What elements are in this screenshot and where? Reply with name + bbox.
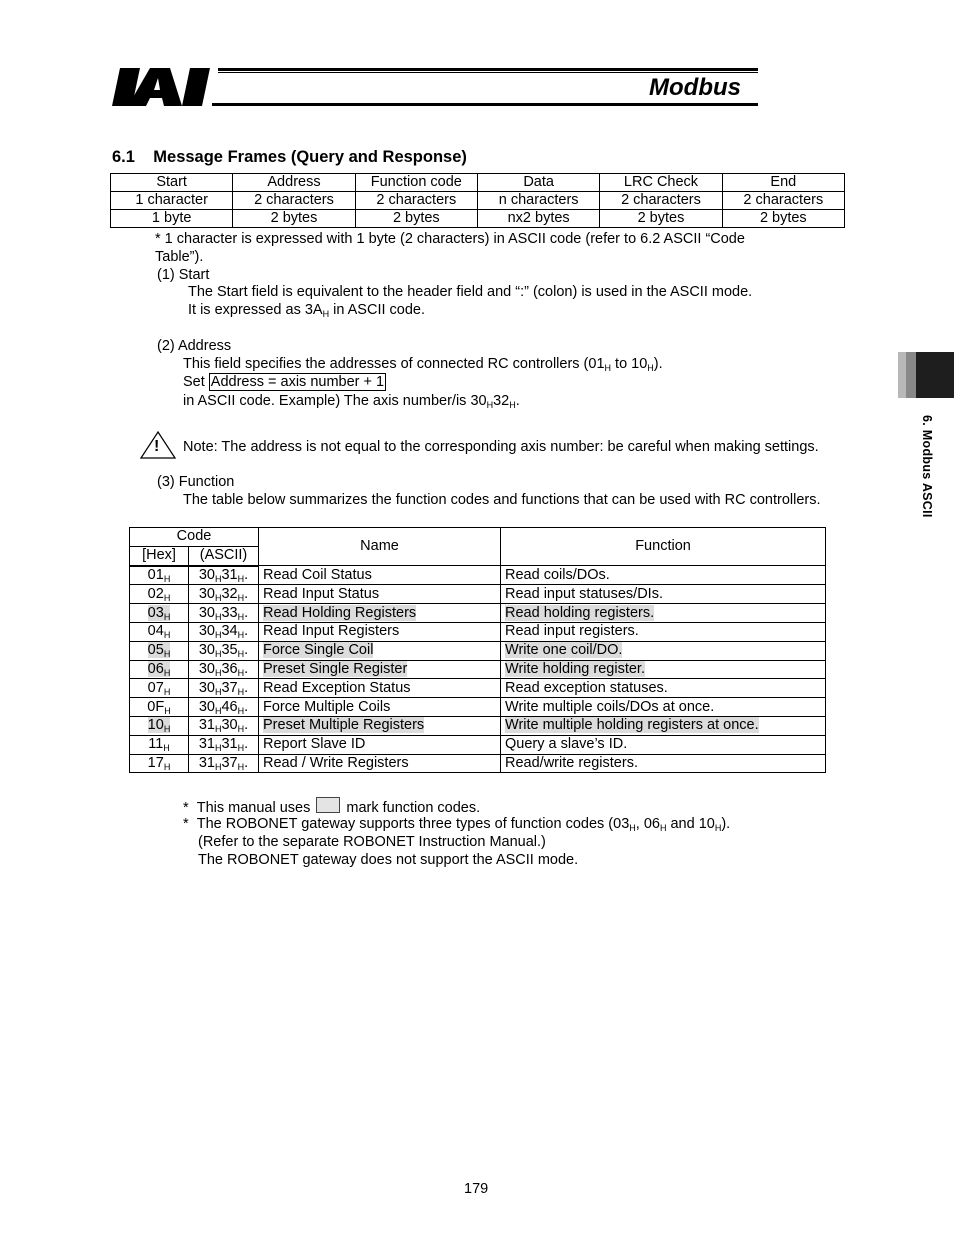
function-name: Read Exception Status bbox=[263, 679, 411, 696]
text-span: 34 bbox=[221, 623, 238, 640]
hex-value bbox=[148, 661, 171, 677]
hex-value bbox=[148, 586, 171, 602]
note-no-ascii: The ROBONET gateway does not support the ASCII mode. bbox=[198, 852, 579, 868]
header-name: Name bbox=[259, 528, 501, 566]
frame-table-header-row bbox=[111, 174, 845, 192]
text-span: 01 bbox=[147, 566, 164, 583]
function-name: Force Single Coil bbox=[263, 642, 374, 659]
subscript: H bbox=[237, 649, 245, 660]
subscript: H bbox=[163, 761, 171, 772]
ascii-cell: $31_H37_H$. bbox=[189, 754, 259, 773]
frame-cell: nx2 bytes bbox=[477, 210, 599, 228]
function-description: Read input statuses/DIs. bbox=[505, 585, 663, 602]
text-span: 35 bbox=[221, 642, 238, 659]
subscript: H bbox=[163, 592, 171, 603]
function-name: Preset Single Register bbox=[263, 660, 408, 677]
text-span: It is expressed as 3A bbox=[188, 302, 323, 318]
code-table-row bbox=[130, 641, 826, 660]
start-line1: The Start field is equivalent to the header field and “:” (colon) is used in the ASCII mode. bbox=[188, 284, 753, 300]
text-span: 07 bbox=[147, 679, 164, 696]
function-cell bbox=[501, 641, 826, 660]
subscript: H bbox=[237, 611, 245, 622]
name-cell bbox=[259, 641, 501, 660]
subscript: H bbox=[214, 630, 222, 641]
frame-table bbox=[110, 173, 845, 228]
function-cell bbox=[501, 679, 826, 698]
function-line1: The table below summarizes the function codes and functions that can be used with RC controllers. bbox=[183, 492, 821, 508]
text-span: 30 bbox=[198, 660, 215, 677]
ascii-cell: $30_H33_H$. bbox=[189, 604, 259, 623]
subscript: H bbox=[604, 363, 612, 373]
code-table-row bbox=[130, 698, 826, 717]
hex-cell bbox=[130, 754, 189, 773]
text-span: 36 bbox=[221, 660, 238, 677]
frame-cell: 2 bytes bbox=[233, 210, 355, 228]
text-span: to 10 bbox=[611, 356, 648, 372]
address-formula-box: Address = axis number + 1 bbox=[210, 374, 385, 390]
hex-cell bbox=[130, 716, 189, 735]
text-span: 05 bbox=[147, 642, 164, 659]
text-span: 37 bbox=[221, 754, 238, 771]
text-span: 03 bbox=[147, 604, 164, 621]
subscript: H bbox=[163, 630, 171, 641]
code-table-header-row bbox=[130, 528, 826, 547]
subscript: H bbox=[237, 743, 245, 754]
subscript: H bbox=[214, 649, 222, 660]
ascii-cell: $30_H32_H$. bbox=[189, 585, 259, 604]
function-description: Write multiple holding registers at once. bbox=[505, 717, 759, 734]
text-span: 30 bbox=[198, 623, 215, 640]
header-hex: [Hex] bbox=[130, 546, 189, 565]
subscript: H bbox=[322, 309, 330, 319]
subscript: H bbox=[214, 686, 222, 697]
subscript: H bbox=[714, 823, 722, 833]
function-name: Preset Multiple Registers bbox=[263, 717, 425, 734]
frame-cell: Data bbox=[477, 174, 599, 192]
ascii-cell: $31_H30_H$. bbox=[189, 716, 259, 735]
text-span: in ASCII code. bbox=[329, 302, 426, 318]
text-span: 46 bbox=[221, 698, 238, 715]
page-number: 179 bbox=[464, 1181, 489, 1197]
text-span: 31 bbox=[198, 717, 215, 734]
subscript: H bbox=[629, 823, 636, 833]
frame-table-bytes-row bbox=[111, 210, 845, 228]
frame-cell: 2 bytes bbox=[355, 210, 477, 228]
function-name: Read Input Registers bbox=[263, 623, 400, 640]
text-span: This field specifies the addresses of connected RC controllers (01 bbox=[183, 356, 605, 372]
text-span: 30 bbox=[198, 642, 215, 659]
function-name: Read / Write Registers bbox=[263, 754, 409, 771]
frame-cell: 2 characters bbox=[355, 192, 477, 210]
function-description: Read holding registers. bbox=[505, 604, 655, 621]
hex-cell bbox=[130, 585, 189, 604]
hex-cell bbox=[130, 660, 189, 679]
frame-cell: 2 bytes bbox=[722, 210, 844, 228]
function-cell bbox=[501, 754, 826, 773]
subscript: H bbox=[509, 400, 516, 410]
subscript: H bbox=[163, 743, 170, 754]
name-cell bbox=[259, 735, 501, 754]
address-heading: (2) Address bbox=[157, 338, 232, 354]
frame-cell: Start bbox=[111, 174, 233, 192]
note-refer: (Refer to the separate ROBONET Instruction Manual.) bbox=[198, 834, 546, 850]
text-span: ). bbox=[653, 356, 663, 372]
hex-cell bbox=[130, 679, 189, 698]
address-line1 bbox=[183, 355, 663, 373]
text-span: Set bbox=[183, 374, 209, 390]
hex-value bbox=[148, 755, 171, 771]
subscript: H bbox=[214, 724, 222, 735]
function-cell bbox=[501, 698, 826, 717]
header-code: Code bbox=[130, 528, 259, 547]
frame-note-line2: Table”). bbox=[155, 249, 204, 265]
text-span: 31 bbox=[198, 754, 215, 771]
function-description: Write multiple coils/DOs at once. bbox=[505, 698, 715, 715]
name-cell bbox=[259, 716, 501, 735]
hex-cell bbox=[130, 698, 189, 717]
highlight-mark-swatch bbox=[316, 797, 340, 813]
code-table-row bbox=[130, 735, 826, 754]
function-code-table bbox=[129, 527, 826, 773]
hex-value bbox=[148, 736, 170, 752]
text-span: 31 bbox=[198, 736, 215, 753]
function-name: Force Multiple Coils bbox=[263, 698, 391, 715]
name-cell bbox=[259, 679, 501, 698]
text-span: 32 bbox=[493, 393, 510, 409]
frame-cell: 2 characters bbox=[722, 192, 844, 210]
text-span: 31 bbox=[221, 736, 238, 753]
frame-cell: 1 byte bbox=[111, 210, 233, 228]
subscript: H bbox=[164, 705, 171, 716]
name-cell bbox=[259, 660, 501, 679]
text-span: 11 bbox=[148, 736, 164, 753]
name-cell bbox=[259, 604, 501, 623]
text-span: This manual uses bbox=[196, 800, 311, 816]
subscript: H bbox=[647, 363, 654, 373]
note-mark bbox=[183, 797, 480, 817]
code-table-row bbox=[130, 622, 826, 641]
frame-cell: 2 characters bbox=[600, 192, 722, 210]
warning-text: Note: The address is not equal to the corresponding axis number: be careful when making settings. bbox=[183, 439, 819, 455]
function-cell bbox=[501, 566, 826, 585]
hex-value bbox=[147, 699, 170, 715]
code-table-row bbox=[130, 566, 826, 585]
function-cell bbox=[501, 585, 826, 604]
code-table-row bbox=[130, 754, 826, 773]
text-span: , 06 bbox=[635, 816, 660, 832]
text-span: 37 bbox=[221, 679, 238, 696]
subscript: H bbox=[237, 686, 245, 697]
function-cell bbox=[501, 604, 826, 623]
function-description: Read coils/DOs. bbox=[505, 566, 610, 583]
hex-cell bbox=[130, 735, 189, 754]
hex-value bbox=[148, 717, 171, 733]
hex-value bbox=[148, 680, 171, 696]
hex-value bbox=[148, 605, 171, 621]
name-cell bbox=[259, 566, 501, 585]
ascii-cell: $30_H35_H$. bbox=[189, 641, 259, 660]
code-table-row bbox=[130, 716, 826, 735]
ascii-cell: $31_H31_H$. bbox=[189, 735, 259, 754]
frame-cell: End bbox=[722, 174, 844, 192]
function-cell bbox=[501, 735, 826, 754]
hex-cell bbox=[130, 604, 189, 623]
header-title: Modbus bbox=[649, 74, 741, 101]
name-cell bbox=[259, 622, 501, 641]
text-span: 30 bbox=[221, 717, 238, 734]
function-description: Write holding register. bbox=[505, 660, 645, 677]
subscript: H bbox=[214, 611, 222, 622]
text-span: ). bbox=[721, 816, 731, 832]
code-table-row bbox=[130, 604, 826, 623]
header-ascii: (ASCII) bbox=[189, 546, 259, 565]
code-table-row bbox=[130, 660, 826, 679]
start-line2 bbox=[188, 301, 425, 319]
text-span: in ASCII code. Example) The axis number/is 30 bbox=[183, 393, 487, 409]
function-name: Read Holding Registers bbox=[263, 604, 417, 621]
subscript: H bbox=[659, 823, 667, 833]
text-span: 30 bbox=[198, 698, 215, 715]
frame-cell: 2 bytes bbox=[600, 210, 722, 228]
address-line2 bbox=[183, 373, 386, 391]
frame-table-chars-row bbox=[111, 192, 845, 210]
star: * bbox=[183, 816, 189, 832]
code-table-row bbox=[130, 585, 826, 604]
frame-cell: LRC Check bbox=[600, 174, 722, 192]
text-span: 0F bbox=[147, 698, 165, 715]
subscript: H bbox=[163, 573, 171, 584]
text-span: 31 bbox=[221, 566, 238, 583]
ascii-cell: $30_H31_H$. bbox=[189, 566, 259, 585]
subscript: H bbox=[237, 667, 245, 678]
text-span: and 10 bbox=[666, 816, 715, 832]
side-tab-label: 6. Modbus ASCII bbox=[920, 415, 934, 518]
text-span: The ROBONET gateway supports three types of function codes (03 bbox=[196, 816, 630, 832]
ascii-cell: $30_H34_H$. bbox=[189, 622, 259, 641]
subscript: H bbox=[214, 667, 222, 678]
header-rule-bottom bbox=[212, 103, 758, 106]
warning-symbol: ! bbox=[154, 438, 160, 455]
hex-value bbox=[148, 623, 171, 639]
text-span: 30 bbox=[198, 566, 215, 583]
ascii-cell: $30_H46_H$. bbox=[189, 698, 259, 717]
subscript: H bbox=[163, 724, 171, 735]
side-tab-block bbox=[916, 352, 954, 398]
ascii-cell: $30_H36_H$. bbox=[189, 660, 259, 679]
header-function: Function bbox=[501, 528, 826, 566]
text-span: 30 bbox=[198, 585, 215, 602]
hex-cell bbox=[130, 622, 189, 641]
subscript: H bbox=[163, 686, 171, 697]
subscript: H bbox=[237, 761, 245, 772]
subscript: H bbox=[214, 743, 222, 754]
text-span: . bbox=[515, 393, 520, 409]
text-span: mark function codes. bbox=[346, 800, 481, 816]
function-description: Read/write registers. bbox=[505, 754, 638, 771]
subscript: H bbox=[237, 705, 245, 716]
subscript: H bbox=[163, 649, 171, 660]
start-heading: (1) Start bbox=[157, 267, 210, 283]
text-span: 02 bbox=[147, 585, 164, 602]
code-table-row bbox=[130, 679, 826, 698]
subscript: H bbox=[214, 592, 222, 603]
subscript: H bbox=[163, 611, 171, 622]
hex-value bbox=[148, 642, 171, 658]
side-tab-stripe-light bbox=[898, 352, 906, 398]
function-description: Query a slave’s ID. bbox=[505, 736, 628, 753]
subscript: H bbox=[486, 400, 494, 410]
star: * bbox=[183, 800, 189, 816]
iai-logo bbox=[112, 68, 212, 110]
function-cell bbox=[501, 716, 826, 735]
frame-cell: 1 character bbox=[111, 192, 233, 210]
text-span: 17 bbox=[147, 754, 164, 771]
frame-cell: 2 characters bbox=[233, 192, 355, 210]
subscript: H bbox=[163, 667, 171, 678]
note-robonet bbox=[183, 815, 730, 833]
header-rule-top bbox=[218, 68, 758, 73]
function-cell bbox=[501, 622, 826, 641]
function-cell bbox=[501, 660, 826, 679]
hex-cell bbox=[130, 641, 189, 660]
subscript: H bbox=[237, 592, 245, 603]
section-title: 6.1 Message Frames (Query and Response) bbox=[112, 148, 467, 166]
function-name: Read Input Status bbox=[263, 585, 380, 602]
function-description: Write one coil/DO. bbox=[505, 642, 623, 659]
text-span: 04 bbox=[147, 623, 164, 640]
name-cell bbox=[259, 754, 501, 773]
hex-cell bbox=[130, 566, 189, 585]
warning-icon bbox=[140, 431, 176, 463]
text-span: 06 bbox=[147, 660, 164, 677]
frame-cell: Address bbox=[233, 174, 355, 192]
subscript: H bbox=[214, 573, 222, 584]
text-span: 30 bbox=[198, 604, 215, 621]
text-span: 33 bbox=[221, 604, 238, 621]
function-name: Report Slave ID bbox=[263, 736, 366, 753]
text-span: 10 bbox=[147, 717, 164, 734]
address-line3 bbox=[183, 392, 520, 410]
frame-note-line1: * 1 character is expressed with 1 byte (2 characters) in ASCII code (refer to 6.2 ASCII “Code bbox=[155, 231, 745, 247]
text-span: 30 bbox=[198, 679, 215, 696]
function-description: Read input registers. bbox=[505, 623, 639, 640]
function-name: Read Coil Status bbox=[263, 566, 372, 583]
ascii-cell: $30_H37_H$. bbox=[189, 679, 259, 698]
function-heading: (3) Function bbox=[157, 474, 235, 490]
subscript: H bbox=[214, 761, 222, 772]
text-span: 32 bbox=[221, 585, 238, 602]
subscript: H bbox=[237, 573, 245, 584]
side-tab-stripe-mid bbox=[906, 352, 916, 398]
frame-cell: n characters bbox=[477, 192, 599, 210]
hex-value bbox=[148, 567, 171, 583]
function-description: Read exception statuses. bbox=[505, 679, 668, 696]
name-cell bbox=[259, 698, 501, 717]
frame-cell: Function code bbox=[355, 174, 477, 192]
subscript: H bbox=[214, 705, 222, 716]
subscript: H bbox=[237, 724, 245, 735]
subscript: H bbox=[237, 630, 245, 641]
name-cell bbox=[259, 585, 501, 604]
